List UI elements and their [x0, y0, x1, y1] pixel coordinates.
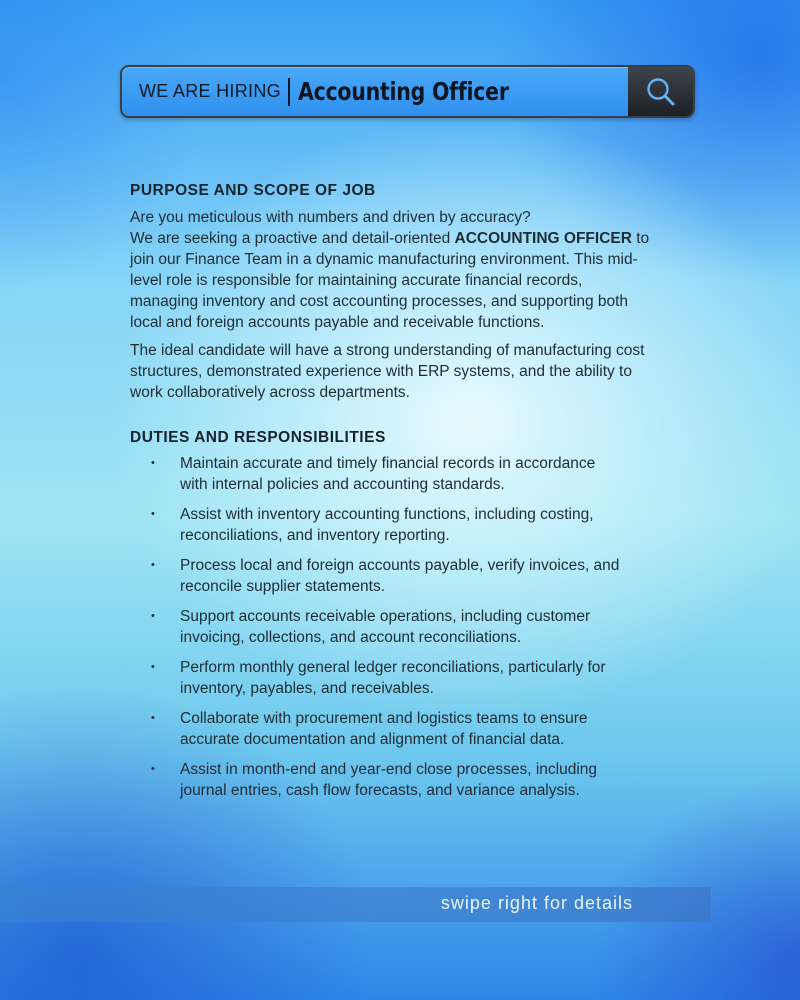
list-item: • Collaborate with procurement and logistics teams to ensure accurate documentation and alignment of financial data.: [130, 708, 625, 750]
job-title: Accounting Officer: [297, 77, 509, 106]
role-highlight: ACCOUNTING OFFICER: [454, 230, 632, 247]
hiring-label: WE ARE HIRING: [139, 81, 281, 101]
search-divider: [288, 78, 290, 106]
list-item: • Assist with inventory accounting functions, including costing, reconciliations, and inventory reporting.: [130, 504, 625, 546]
list-item: • Process local and foreign accounts payable, verify invoices, and reconcile supplier statements.: [130, 555, 625, 597]
list-item: • Assist in month-end and year-end close processes, including journal entries, cash flow forecasts, and variance analysis.: [130, 759, 625, 801]
list-item: • Perform monthly general ledger reconciliations, particularly for inventory, payables, and receivables.: [130, 657, 625, 699]
duties-list: [130, 453, 650, 801]
swipe-text: swipe right for details: [440, 893, 633, 913]
job-description: [130, 180, 650, 810]
search-icon: [645, 76, 677, 108]
purpose-line-1: Are you meticulous with numbers and driven by accuracy?: [130, 209, 531, 226]
list-item: • Support accounts receivable operations, including customer invoicing, collections, and account reconciliations.: [130, 606, 625, 648]
purpose-paragraph-1: [130, 228, 650, 333]
search-bar[interactable]: [120, 65, 695, 118]
purpose-heading: PURPOSE AND SCOPE OF JOB: [130, 182, 376, 199]
search-button[interactable]: [628, 67, 693, 116]
purpose-text-post: to join our Finance Team in a dynamic manufacturing environment. This mid-level role is responsible for maintaining accurate financial records, managing inventory and cost accounting processes, and supporting both local and foreign accounts payable and receivable functions.: [130, 230, 650, 331]
list-item: • Maintain accurate and timely financial records in accordance with internal policies and accounting standards.: [130, 453, 625, 495]
purpose-paragraph-2: The ideal candidate will have a strong understanding of manufacturing cost structures, demonstrated experience with ERP systems, and the ability to work collaboratively across departments.: [130, 342, 645, 401]
purpose-text-pre: We are seeking a proactive and detail-oriented: [130, 230, 455, 247]
swipe-banner[interactable]: [0, 887, 711, 922]
duties-heading: DUTIES AND RESPONSIBILITIES: [130, 429, 386, 446]
